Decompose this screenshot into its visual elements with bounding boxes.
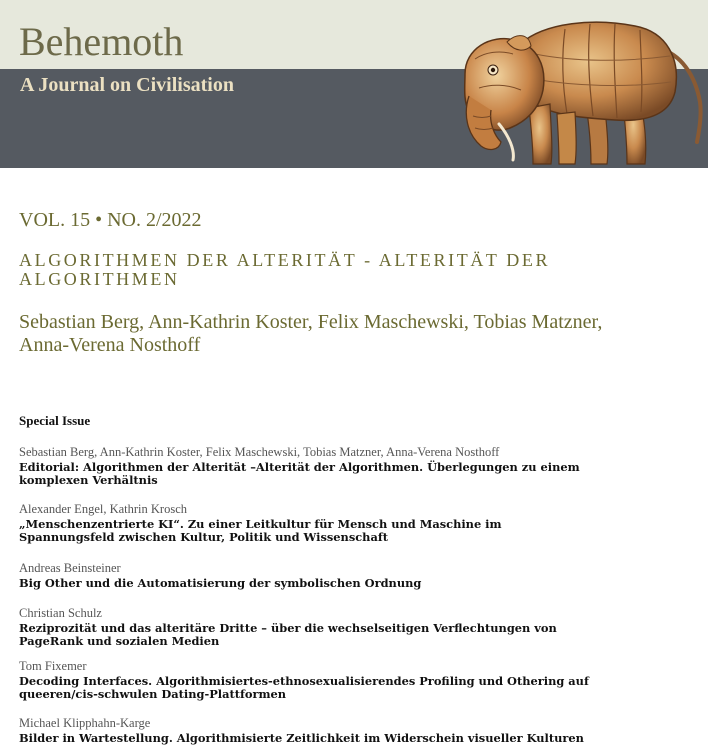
article-title-link[interactable]: Reziprozität und das alteritäre Dritte – über die wechselseitigen Verflechtungen von PageRank und sozialen Medien	[19, 621, 557, 648]
issue-volume: VOL. 15 • NO. 2/2022	[19, 209, 202, 231]
article-title-link[interactable]: Bilder in Wartestellung. Algorithmisierte Zeitlichkeit im Widerschein visueller Kulturen	[19, 731, 584, 745]
journal-header	[0, 0, 708, 168]
section-label: Special Issue	[19, 413, 91, 428]
article-authors: Sebastian Berg, Ann-Kathrin Koster, Felix Maschewski, Tobias Matzner, Anna-Verena Nosthoff	[19, 445, 500, 459]
article-authors: Christian Schulz	[19, 606, 102, 620]
article-authors: Alexander Engel, Kathrin Krosch	[19, 502, 187, 516]
article-entry	[19, 715, 599, 745]
issue-title: ALGORITHMEN DER ALTERITÄT - ALTERITÄT DER ALGORITHMEN	[19, 250, 551, 289]
article-entry	[19, 658, 599, 700]
article-title-link[interactable]: Decoding Interfaces. Algorithmisiertes-ethnosexualisierendes Profiling und Othering auf queeren/cis-schwulen Dating-Plattformen	[19, 674, 589, 701]
article-authors: Andreas Beinsteiner	[19, 561, 121, 575]
issue-editors: Sebastian Berg, Ann-Kathrin Koster, Felix Maschewski, Tobias Matzner, Anna-Verena Nosthoff	[19, 311, 603, 356]
article-entry	[19, 560, 599, 590]
article-entry	[19, 605, 599, 647]
behemoth-illustration	[455, 4, 708, 168]
article-entry	[19, 501, 599, 543]
article-authors: Tom Fixemer	[19, 659, 87, 673]
article-entry	[19, 444, 599, 486]
article-title-link[interactable]: „Menschenzentrierte KI“. Zu einer Leitkultur für Mensch und Maschine im Spannungsfeld zwischen Kultur, Politik und Wissenschaft	[19, 517, 502, 544]
article-authors: Michael Klipphahn-Karge	[19, 716, 151, 730]
article-title-link[interactable]: Big Other und die Automatisierung der symbolischen Ordnung	[19, 576, 422, 590]
article-title-link[interactable]: Editorial: Algorithmen der Alterität –Alterität der Algorithmen. Überlegungen zu einem komplexen Verhältnis	[19, 460, 580, 487]
journal-name: Behemoth	[19, 19, 184, 64]
journal-subtitle: A Journal on Civilisation	[20, 74, 234, 96]
